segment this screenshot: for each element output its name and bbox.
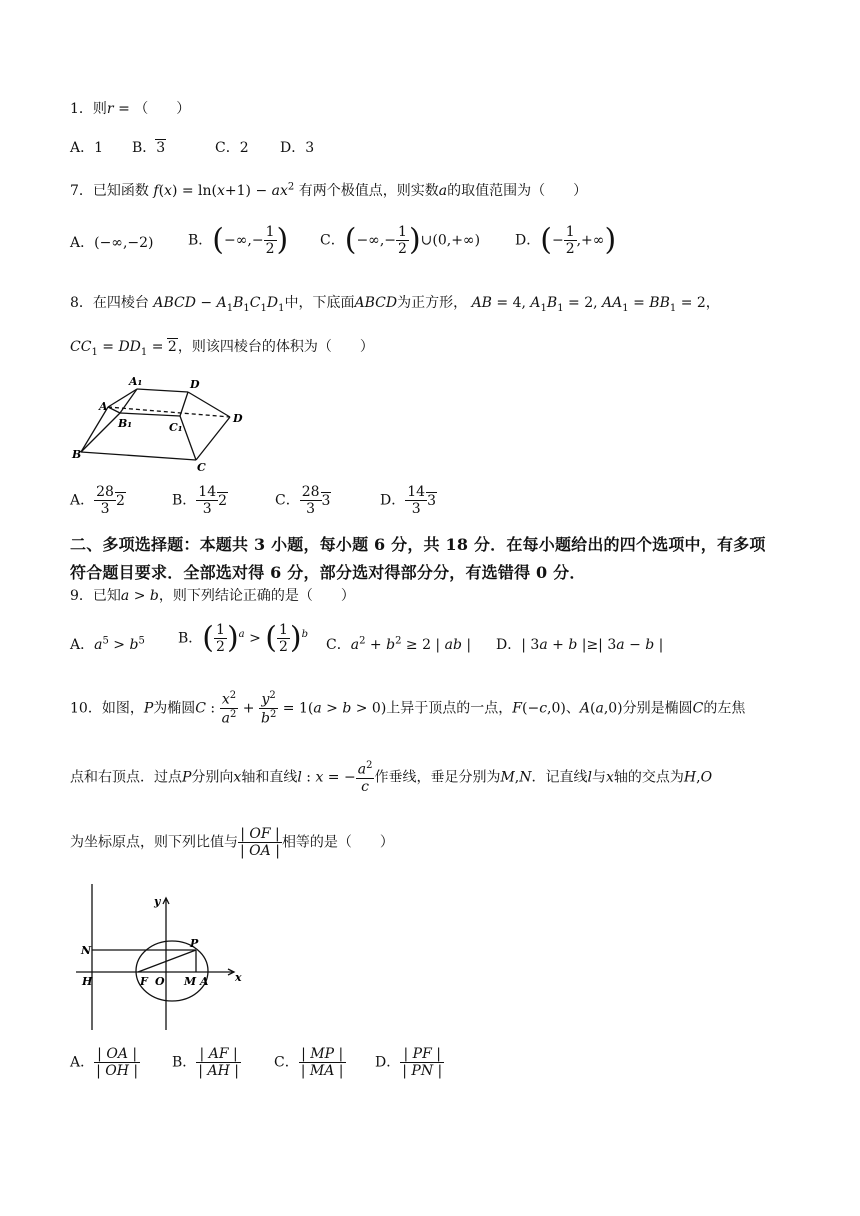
q8-stem-line2: $CC_1 = DD_1 = 2$，则该四棱台的体积为（ ）	[70, 339, 374, 358]
section2-heading-line2: 符合题目要求．全部选对得 6 分，部分选对得部分分，有选错得 0 分．	[70, 563, 586, 582]
q1-option-b: B．3	[132, 140, 166, 156]
label-b: B	[72, 448, 82, 461]
label-d: D	[233, 412, 243, 425]
label-x: x	[235, 971, 242, 984]
label-a1: A₁	[129, 375, 143, 388]
label-n: N	[81, 944, 92, 957]
q9-option-c: C．$a^2 + b^2 \ge 2$ | ab |	[326, 635, 472, 653]
q10-option-c: C． $\frac{| MP |}{| MA |}$	[274, 1046, 344, 1080]
q7-option-d: D．(− $\frac{1}{2}$ ,+∞)	[515, 222, 617, 258]
q1-stem: 1．则r = （ ）	[70, 101, 191, 117]
q10-stem-line1: 10．如图，P为椭圆C : $\frac{x^2}{a^2}$ + $\frac{y^2}{b^2}$ = 1(a > b > 0)上异于顶点的一点，F(−c,0)、A(a,0)分别是椭圆C的左焦	[70, 690, 746, 727]
q7-option-b: B．(−∞,− $\frac{1}{2}$ )	[188, 222, 289, 258]
q8-option-d: D． $\frac{14}{3}$ 3	[380, 484, 436, 518]
q8-option-a: A． $\frac{28}{3}$ 2	[70, 484, 125, 518]
label-h: H	[82, 975, 93, 988]
section2-heading-line1: 二、多项选择题：本题共 3 小题，每小题 6 分，共 18 分．在每小题给出的四个选项中，有多项	[70, 535, 766, 554]
q7-stem: 7．已知函数 $f(x) = \ln(x+1) - ax^2$ 有两个极值点，则实数a的取值范围为（ ）	[70, 181, 588, 199]
q9-option-a: A．$a^5 > b^5$	[70, 635, 145, 653]
q10-option-d: D． $\frac{| PF |}{| PN |}$	[375, 1046, 443, 1080]
q8-option-c: C． $\frac{28}{3}$ 3	[275, 484, 331, 518]
q8-stem-line1: 8．在四棱台 ABCD − $A_1B_1C_1D_1$中，下底面ABCD为正方形， AB = 4, $A_1B_1 = 2$, $AA_1 = BB_1 = 2$，	[70, 295, 720, 314]
q8-option-b: B． $\frac{14}{3}$ 2	[172, 484, 228, 518]
q7-option-c: C．(−∞,− $\frac{1}{2}$ )∪(0,+∞)	[320, 222, 481, 258]
label-c: C	[197, 461, 206, 474]
q9-option-d: D．| 3a + b |≥| 3a − b |	[496, 637, 664, 653]
label-a: A	[200, 975, 209, 988]
q10-option-a: A． $\frac{| OA |}{| OH |}$	[70, 1046, 139, 1080]
q7-option-a: A．(−∞,−2)	[70, 235, 154, 251]
q1-option-a: A．1	[70, 140, 104, 156]
label-m: M	[184, 975, 197, 988]
ellipse-figure	[76, 884, 246, 1032]
label-y: y	[154, 895, 161, 908]
label-a: A	[99, 400, 108, 413]
q10-stem-line2: 点和右顶点．过点P分别向x轴和直线l : x = − $\frac{a^2}{c}$ 作垂线，垂足分别为M,N．记直线l与x轴的交点为H,O	[70, 760, 713, 795]
label-b1: B₁	[118, 417, 133, 430]
q9-option-b: B．( $\frac{1}{2}$ )$^a$ > ( $\frac{1}{2}$ )$^b$	[178, 620, 309, 656]
label-d1: D	[190, 378, 200, 391]
q10-stem-line3: 为坐标原点，则下列比值与 $\frac{| OF |}{| OA |}$ 相等的是（ ）	[70, 826, 394, 860]
q9-stem: 9．已知a > b，则下列结论正确的是（ ）	[70, 588, 355, 604]
q10-option-b: B． $\frac{| AF |}{| AH |}$	[172, 1046, 239, 1080]
q1-option-d: D．3	[280, 140, 315, 156]
label-f: F	[140, 975, 148, 988]
label-p: P	[190, 937, 199, 950]
label-o: O	[155, 975, 165, 988]
label-c1: C₁	[169, 421, 183, 434]
q1-option-c: C．2	[215, 140, 249, 156]
frustum-figure	[70, 372, 255, 477]
